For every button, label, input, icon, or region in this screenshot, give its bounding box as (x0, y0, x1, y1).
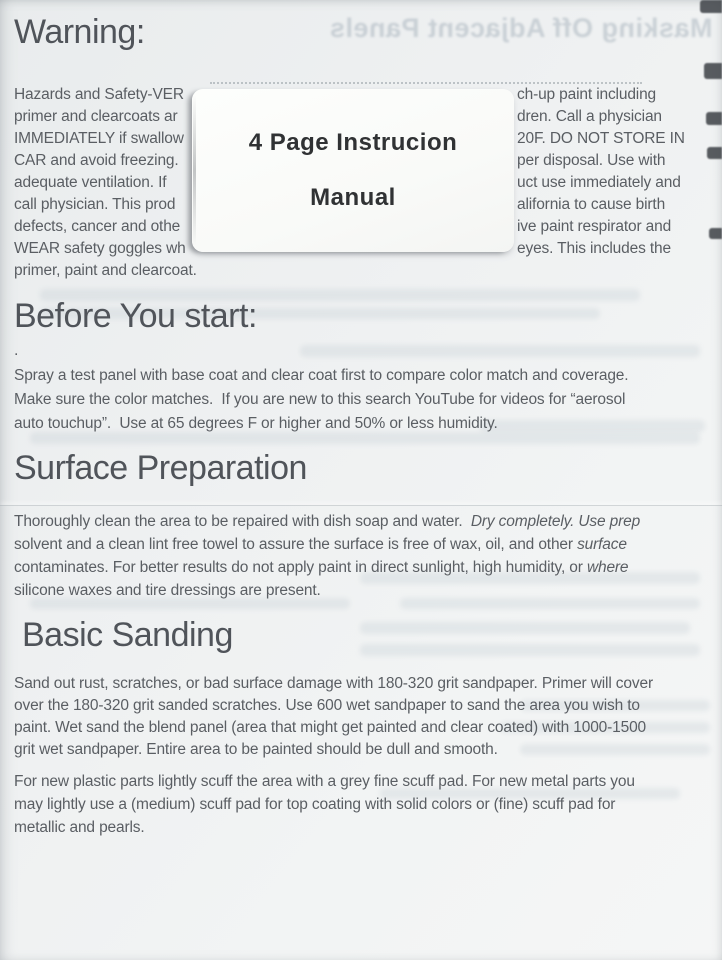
text-line: IMMEDIATELY if swallow 20F. DO NOT STORE IN (14, 130, 685, 147)
text-line: solvent and a clean lint free towel to assure the surface is free of wax, oil, and other surface (14, 536, 627, 553)
text-line: Hazards and Safety-VER ch-up paint including (14, 86, 657, 103)
sticker-label (192, 89, 514, 252)
basic-sanding-paragraph (14, 673, 714, 761)
photo-edge-mark (700, 0, 722, 13)
text-line: For new plastic parts lightly scuff the area with a grey fine scuff pad. For new metal parts you (14, 773, 635, 790)
bleedthrough-stripe (300, 345, 700, 357)
text-line: paint. Wet sand the blend panel (area that might get painted and clear coated) with 1000-1500 (14, 719, 647, 736)
text-line: adequate ventilation. If uct use immediately and (14, 174, 681, 191)
warning-heading: Warning: (14, 13, 145, 51)
paper-seam (0, 505, 722, 509)
text-line: defects, cancer and othe ive paint respirator and (14, 218, 672, 235)
text-line: Sand out rust, scratches, or bad surface damage with 180-320 grit sandpaper. Primer will cover (14, 675, 653, 692)
photo-edge-mark (709, 228, 722, 239)
text-line: Thoroughly clean the area to be repaired with dish soap and water. Dry completely. Use prep (14, 513, 641, 530)
surface-preparation-heading: Surface Preparation (14, 449, 307, 487)
before-you-start-heading: Before You start: (14, 297, 257, 335)
text-line: primer, paint and clearcoat. (14, 262, 197, 279)
text-line: silicone waxes and tire dressings are present. (14, 582, 321, 599)
text-line: call physician. This prod alifornia to cause birth (14, 196, 666, 213)
sticker-title-line2: Manual (310, 184, 396, 211)
bleedthrough-stripe (360, 622, 690, 634)
surface-preparation-paragraph (14, 510, 714, 602)
text-line: auto touchup”. Use at 65 degrees F or higher and 50% or less humidity. (14, 415, 498, 432)
photo-edge-mark (704, 63, 722, 79)
text-line: WEAR safety goggles wh eyes. This includes the (14, 240, 671, 257)
photo-edge-mark (707, 147, 722, 159)
text-line: Spray a test panel with base coat and clear coat first to compare color match and coverage. (14, 367, 629, 384)
bleedthrough-heading: Masking Off Adjacent Panels (329, 13, 713, 43)
basic-sanding-paragraph-2 (14, 770, 714, 839)
text-line: may lightly use a (medium) scuff pad for top coating with solid colors or (fine) scuff pad for (14, 796, 616, 813)
basic-sanding-heading: Basic Sanding (22, 616, 233, 654)
stray-period-mark: . (14, 342, 19, 359)
photo-edge-mark (706, 112, 722, 125)
text-line: metallic and pearls. (14, 819, 145, 836)
text-line: Make sure the color matches. If you are new to this search YouTube for videos for “aerosol (14, 391, 626, 408)
sticker-title-line1: 4 Page Instrucion (248, 129, 458, 156)
text-line: CAR and avoid freezing. per disposal. Use with (14, 152, 666, 169)
text-line: over the 180-320 grit sanded scratches. Use 600 wet sandpaper to sand the area you wish to (14, 697, 640, 714)
before-you-start-paragraph (14, 364, 714, 436)
text-line: grit wet sandpaper. Entire area to be painted should be dull and smooth. (14, 741, 498, 758)
text-line: contaminates. For better results do not apply paint in direct sunlight, high humidity, or where (14, 559, 629, 576)
bleedthrough-stripe (360, 644, 700, 656)
text-line: primer and clearcoats ar dren. Call a physician (14, 108, 662, 125)
